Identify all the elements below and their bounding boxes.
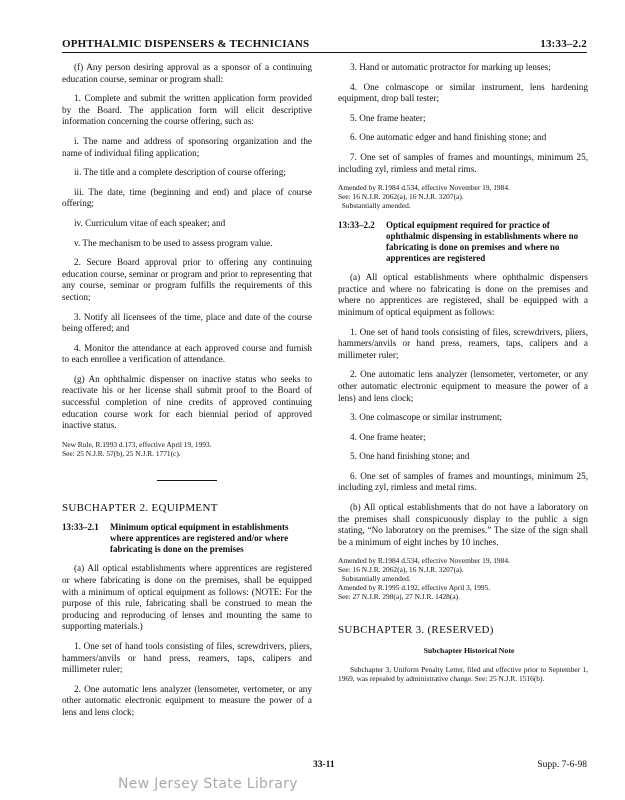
paragraph-2-2-a-6: 6. One set of samples of frames and mountings, minimum 25, including zyl, rimless and metal rims. bbox=[338, 470, 588, 493]
paragraph-f: (f) Any person desiring approval as a sponsor of a continuing education course, seminar or program shall: bbox=[62, 62, 312, 84]
paragraph-g: (g) An ophthalmic dispenser on inactive status who seeks to reactivate his or her license shall submit proof to the Board of successful completion of nine credits of approved continuing education course work for each biennial period of approved inactive status. bbox=[62, 373, 312, 431]
history-line: See: 16 N.J.R. 2062(a), 16 N.J.R. 3207(a). bbox=[338, 565, 464, 575]
paragraph-2-1-a-1: 1. One set of hand tools consisting of files, screwdrivers, pliers, hammers/anvils or hand press, reamers, taps, calipers and millimeter ruler; bbox=[62, 641, 312, 675]
paragraph-f-3: 3. Notify all licensees of the time, place and date of the course being offered; and bbox=[62, 311, 312, 334]
subchapter-3-heading: SUBCHAPTER 3. (RESERVED) bbox=[338, 624, 494, 637]
historical-note-text: Subchapter 3, Uniform Penalty Letter, filed and effective prior to September 1, 1969, was repealed by administrative change. See: 25 N.J.R. 1516(b). bbox=[338, 664, 588, 683]
header-rule bbox=[62, 52, 587, 53]
subchapter-2-heading: SUBCHAPTER 2. EQUIPMENT bbox=[62, 501, 218, 514]
paragraph-2-2-a-5: 5. One hand finishing stone; and bbox=[350, 451, 470, 462]
section-2-2-heading bbox=[338, 220, 588, 264]
history-note bbox=[62, 440, 312, 458]
section-2-1-heading bbox=[62, 522, 312, 555]
right-column bbox=[338, 62, 588, 691]
left-column bbox=[62, 62, 312, 727]
paragraph-f-1-iv: iv. Curriculum vitae of each speaker; and bbox=[74, 217, 226, 228]
supplement-date: Supp. 7-6-98 bbox=[537, 760, 587, 770]
paragraph-f-2: 2. Secure Board approval prior to offering any continuing education course, seminar or program and prior to representing that any course, seminar or program fulfills the requirements of this section; bbox=[62, 257, 312, 302]
paragraph-2-1-a-2: 2. One automatic lens analyzer (lensometer, vertometer, or any other automatic electronic equipment to measure the power of a lens and lens clock; bbox=[62, 683, 312, 717]
section-number: 13:33–2.1 bbox=[62, 522, 99, 533]
section-divider bbox=[157, 480, 217, 481]
paragraph-f-1-ii: ii. The title and a complete description of course offering; bbox=[74, 167, 286, 178]
paragraph-2-1-a: (a) All optical establishments where apprentices are registered or where fabricating is done on the premises, shall be equipped with a minimum of optical equipment as follows: (NOTE: For the purpose of this rule, fabricating shall be construed to mean the producing and reproducing of lenses and mounting the same to supporting materials.) bbox=[62, 563, 312, 632]
paragraph-2-2-a: (a) All optical establishments where ophthalmic dispensers practice and where no fabricating is done on the premises and where no apprentices are registered, shall be equipped with a minimum of optical equipment as follows: bbox=[338, 272, 588, 317]
history-note bbox=[338, 183, 588, 210]
paragraph-f-1-iii: iii. The date, time (beginning and end) and place of course offering; bbox=[62, 186, 312, 209]
paragraph-f-4: 4. Monitor the attendance at each approved course and furnish to each enrollee a verification of attendance. bbox=[62, 342, 312, 365]
paragraph-2-2-a-2: 2. One automatic lens analyzer (lensometer, vertometer, or any other automatic electronic equipment to measure the power of a lens) and lens clock; bbox=[338, 369, 588, 403]
paragraph-2-1-a-6: 6. One automatic edger and hand finishing stone; and bbox=[350, 132, 547, 143]
paragraph-2-2-a-1: 1. One set of hand tools consisting of files, screwdrivers, pliers, hammers/anvils or hand press, reamers, taps, calipers and a millimeter ruler; bbox=[338, 326, 588, 360]
section-number: 13:33–2.2 bbox=[338, 220, 375, 231]
history-line: See: 16 N.J.R. 2062(a), 16 N.J.R. 3207(a). bbox=[338, 192, 464, 202]
history-line: Amended by R.1984 d.534, effective November 19, 1984. bbox=[338, 183, 510, 193]
paragraph-f-1-i: i. The name and address of sponsoring organization and the name of individual filing application; bbox=[62, 135, 312, 158]
paragraph-2-2-a-4: 4. One frame heater; bbox=[350, 431, 426, 442]
paragraph-2-1-a-4: 4. One colmascope or similar instrument, lens hardening equipment, drop ball tester; bbox=[338, 81, 588, 104]
paragraph-2-2-a-3: 3. One colmascope or similar instrument; bbox=[350, 412, 503, 423]
header-title: OPHTHALMIC DISPENSERS & TECHNICIANS bbox=[62, 38, 310, 50]
history-line: Substantially amended. bbox=[341, 201, 411, 211]
history-note bbox=[338, 556, 588, 601]
history-line: See: 25 N.J.R. 57(b), 25 N.J.R. 1771(c). bbox=[62, 448, 181, 458]
history-line: New Rule, R.1993 d.173, effective April 19, 1993. bbox=[62, 439, 212, 449]
page-footer bbox=[0, 760, 625, 774]
history-line: Amended by R.1984 d.534, effective November 19, 1984. bbox=[338, 556, 510, 566]
running-header bbox=[62, 38, 587, 52]
paragraph-2-1-a-7: 7. One set of samples of frames and mountings, minimum 25, including zyl, rimless and metal rims. bbox=[338, 151, 588, 174]
history-line: See: 27 N.J.R. 298(a), 27 N.J.R. 1428(a). bbox=[338, 592, 460, 602]
header-section-number: 13:33–2.2 bbox=[540, 38, 587, 50]
library-stamp: New Jersey State Library bbox=[118, 776, 298, 792]
paragraph-2-1-a-5: 5. One frame heater; bbox=[350, 112, 426, 123]
section-title: Minimum optical equipment in establishments where apprentices are registered and/or where fabricating is done on the premises bbox=[110, 522, 289, 555]
paragraph-2-2-b: (b) All optical establishments that do not have a laboratory on the premises shall conspicuously display to the public a sign stating, “No laboratory on the premises.” The size of the sign shall be a minimum of eight inches by 10 inches. bbox=[338, 502, 588, 547]
section-title: Optical equipment required for practice of ophthalmic dispensing in establishments where no fabricating is done on premises and where no apprentices are registered bbox=[386, 220, 579, 264]
paragraph-f-1-v: v. The mechanism to be used to assess program value. bbox=[74, 237, 273, 248]
history-line: Substantially amended. bbox=[341, 574, 411, 584]
paragraph-f-1: 1. Complete and submit the written application form provided by the Board. The application form will elicit descriptive information concerning the course offering, such as: bbox=[62, 93, 312, 127]
history-line: Amended by R.1995 d.192, effective April 3, 1995. bbox=[338, 583, 491, 593]
paragraph-2-1-a-3: 3. Hand or automatic protractor for marking up lenses; bbox=[350, 62, 551, 72]
page-number: 33-11 bbox=[313, 760, 335, 770]
historical-note-title: Subchapter Historical Note bbox=[423, 646, 515, 656]
